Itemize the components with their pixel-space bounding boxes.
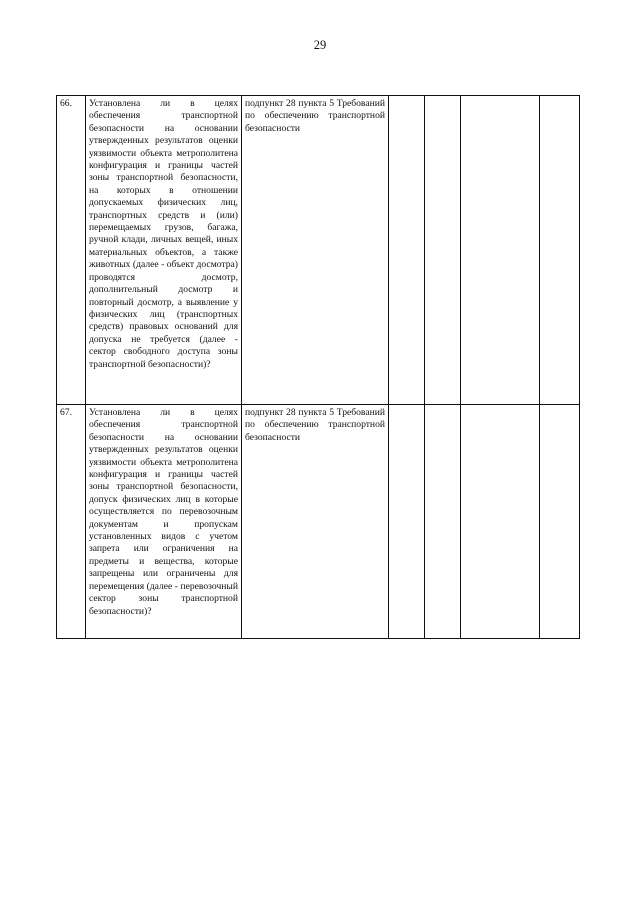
answer-yes-cell <box>389 405 425 639</box>
row-number: 67. <box>57 405 86 639</box>
note-cell <box>540 96 580 405</box>
question-cell: Установлена ли в целях обеспечения транспортной безопасности на основании утвержденных результатов оценки уязвимости объекта метрополитена конфигурация и границы частей зоны транспортной безопасности, допуск физических лиц в которые осуществляется по перевозочным документам и пропускам установленных видов с учетом запрета или ограничения на предметы и вещества, которые запрещены или ограничены для перемещения (далее - перевозочный сектор зоны транспортной безопасности)? <box>86 405 242 639</box>
table-row <box>57 96 580 405</box>
note-cell <box>540 405 580 639</box>
answer-no-cell <box>425 96 461 405</box>
table-row <box>57 405 580 639</box>
reference-cell: подпункт 28 пункта 5 Требований по обеспечению транспортной безопасности <box>242 405 389 639</box>
question-cell: Установлена ли в целях обеспечения транспортной безопасности на основании утвержденных результатов оценки уязвимости объекта метрополитена конфигурация и границы частей зоны транспортной безопасности, на которых в отношении допускаемых физических лиц, транспортных средств и (или) перемещаемых грузов, багажа, ручной клади, личных вещей, иных материальных объектов, а также животных (далее - объект досмотра) проводятся досмотр, дополнительный досмотр и повторный досмотр, а выявление у физических лиц (транспортных средств) правовых оснований для допуска не требуется (далее - сектор свободного доступа зоны транспортной безопасности)? <box>86 96 242 405</box>
answer-yes-cell <box>389 96 425 405</box>
row-number: 66. <box>57 96 86 405</box>
not-applicable-cell <box>461 96 540 405</box>
answer-no-cell <box>425 405 461 639</box>
reference-cell: подпункт 28 пункта 5 Требований по обеспечению транспортной безопасности <box>242 96 389 405</box>
checklist-table <box>56 95 580 639</box>
page-number: 29 <box>313 38 327 52</box>
not-applicable-cell <box>461 405 540 639</box>
